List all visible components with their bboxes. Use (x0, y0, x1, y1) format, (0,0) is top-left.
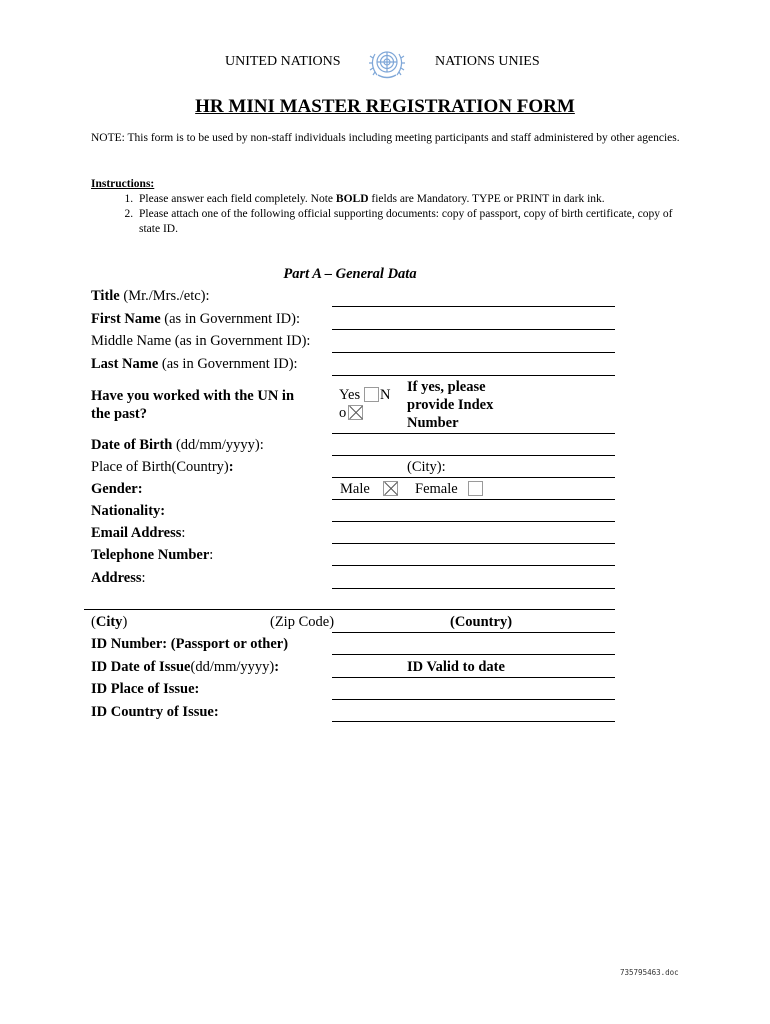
id-place-label: ID Place of Issue: (91, 681, 200, 697)
instructions (91, 177, 691, 237)
dob-label: Date of Birth (dd/mm/yyyy): (91, 437, 264, 453)
un-emblem-icon (367, 44, 407, 82)
no-label-n: N (380, 387, 391, 403)
yes-checkbox[interactable] (364, 387, 379, 402)
male-checkbox[interactable] (383, 481, 398, 496)
pob-input-line[interactable] (332, 477, 615, 478)
index-number-label: If yes, please provide Index Number (407, 379, 494, 431)
worked-un-label: Have you worked with the UN in the past? (91, 388, 295, 422)
last-name-label: Last Name (as in Government ID): (91, 356, 298, 372)
instructions-heading: Instructions: (91, 178, 155, 190)
address-input-line-1[interactable] (332, 588, 615, 589)
pob-label: Place of Birth(Country): (91, 459, 234, 475)
telephone-label: Telephone Number: (91, 547, 214, 563)
header-nations-unies: NATIONS UNIES (435, 54, 540, 69)
id-number-label: ID Number: (Passport or other) (91, 636, 289, 652)
first-name-label: First Name (as in Government ID): (91, 311, 300, 327)
address-input-line-2[interactable] (84, 609, 615, 610)
instruction-item-1: 1. Please answer each field completely. Note BOLD fields are Mandatory. TYPE or PRINT in dark ink. (136, 192, 691, 207)
middle-name-label: Middle Name (as in Government ID): (91, 333, 311, 349)
no-checkbox[interactable] (348, 405, 363, 420)
id-country-input-line[interactable] (332, 721, 615, 722)
telephone-input-line[interactable] (332, 565, 615, 566)
id-country-label: ID Country of Issue: (91, 704, 219, 720)
middle-name-input-line[interactable] (332, 352, 615, 353)
title-label: Title (Mr./Mrs./etc): (91, 288, 210, 304)
gender-line (332, 499, 615, 500)
gender-label: Gender: (91, 481, 143, 497)
part-a-heading: Part A – General Data (283, 266, 417, 282)
last-name-input-line[interactable] (332, 375, 615, 376)
header-united-nations: UNITED NATIONS (225, 54, 341, 69)
instruction-item-2: 2. Please attach one of the following official supporting documents: copy of passport, copy of birth certificate, copy of state ID. (136, 207, 691, 237)
pob-city-label: (City): (407, 459, 446, 475)
id-date-label: ID Date of Issue(dd/mm/yyyy): (91, 659, 280, 675)
id-date-input-line[interactable] (332, 677, 615, 678)
male-label: Male (340, 481, 370, 497)
nationality-input-line[interactable] (332, 521, 615, 522)
yes-label: Yes (339, 387, 361, 403)
id-place-input-line[interactable] (332, 699, 615, 700)
female-label: Female (415, 481, 458, 497)
dob-input-line[interactable] (332, 455, 615, 456)
email-label: Email Address: (91, 525, 186, 541)
index-number-input-line[interactable] (332, 433, 615, 434)
form-note: NOTE: This form is to be used by non-staff individuals including meeting participants and staff administered by other agencies. (91, 132, 680, 144)
female-checkbox[interactable] (468, 481, 483, 496)
id-number-input-line[interactable] (332, 654, 615, 655)
id-valid-label: ID Valid to date (407, 659, 505, 675)
address-city-label: (City) (91, 614, 128, 630)
address-label: Address: (91, 570, 146, 586)
address-zip-label: (Zip Code) (270, 614, 335, 630)
no-label-o: o (339, 405, 347, 421)
form-title: HR MINI MASTER REGISTRATION FORM (195, 96, 575, 117)
email-input-line[interactable] (332, 543, 615, 544)
address-country-label: (Country) (450, 614, 513, 630)
address-city-line[interactable] (332, 632, 615, 633)
nationality-label: Nationality: (91, 503, 166, 519)
title-input-line[interactable] (332, 306, 615, 307)
footer-filename: 735795463.doc (620, 968, 679, 977)
first-name-input-line[interactable] (332, 329, 615, 330)
